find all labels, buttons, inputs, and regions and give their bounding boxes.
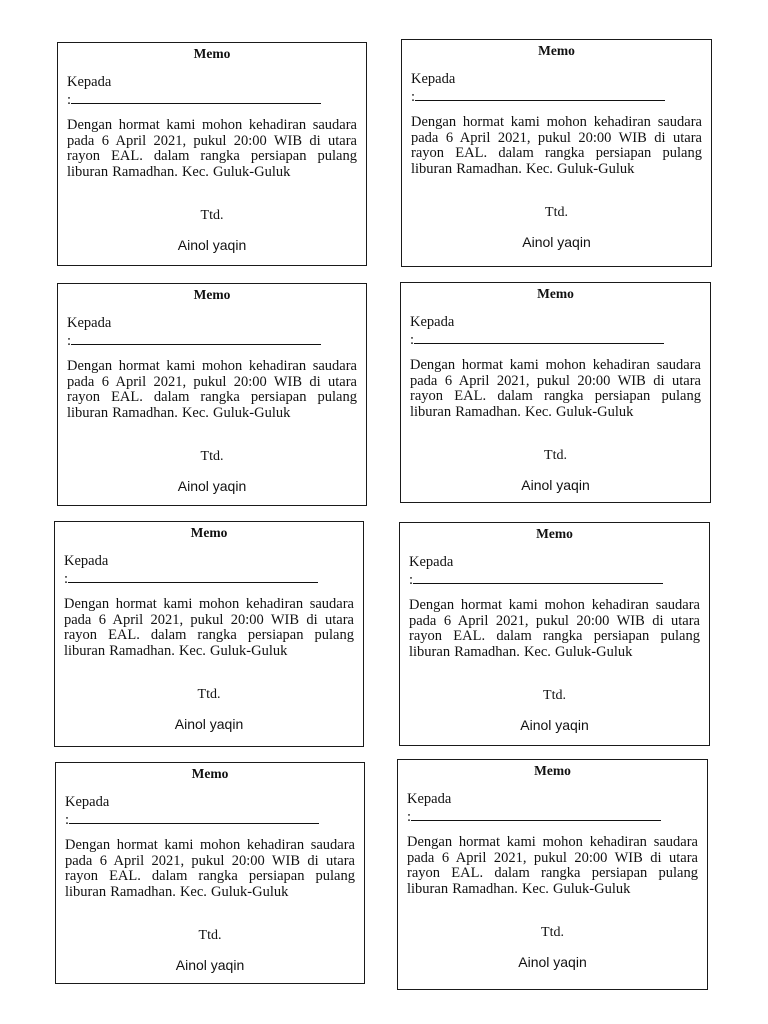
signer-name: Ainol yaqin — [175, 957, 245, 973]
signer-name: Ainol yaqin — [518, 954, 587, 970]
memo-body: Dengan hormat kami mohon kehadiran saudara pada 6 April 2021, pukul 20:00 WIB di utara rayon EAL. dalam rangka persiapan pulang liburan Ramadhan. Kec. Guluk-Guluk — [67, 117, 357, 180]
memo-body: Dengan hormat kami mohon kehadiran saudara pada 6 April 2021, pukul 20:00 WIB di utara rayon EAL. dalam rangka persiapan pulang liburan Ramadhan. Kec. Guluk-Guluk — [65, 837, 355, 900]
closing-text: Ttd. — [543, 688, 566, 703]
closing-text: Ttd. — [545, 205, 568, 220]
recipient-label: Kepada — [67, 315, 112, 331]
recipient-blank — [414, 331, 664, 344]
signer-name: Ainol yaqin — [521, 477, 590, 493]
recipient-blank — [68, 570, 318, 583]
signer-name: Ainol yaqin — [177, 237, 247, 253]
recipient-label: Kepada — [407, 791, 452, 807]
memo-card — [397, 759, 708, 990]
memo-body: Dengan hormat kami mohon kehadiran saudara pada 6 April 2021, pukul 20:00 WIB di utara rayon EAL. dalam rangka persiapan pulang liburan Ramadhan. Kec. Guluk-Guluk — [67, 358, 357, 421]
memo-card — [401, 39, 712, 267]
memo-title: Memo — [193, 46, 231, 61]
memo-card — [57, 283, 367, 506]
closing-text: Ttd. — [200, 449, 224, 464]
recipient-line — [407, 808, 661, 825]
closing-text: Ttd. — [200, 208, 224, 223]
memo-body: Dengan hormat kami mohon kehadiran saudara pada 6 April 2021, pukul 20:00 WIB di utara rayon EAL. dalam rangka persiapan pulang liburan Ramadhan. Kec. Guluk-Guluk — [64, 596, 354, 659]
recipient-label: Kepada — [411, 71, 456, 87]
recipient-prefix: : — [65, 812, 70, 828]
recipient-line — [409, 571, 663, 588]
memo-title: Memo — [538, 43, 575, 58]
memo-card — [55, 762, 365, 984]
recipient-prefix: : — [67, 92, 72, 108]
memo-card — [57, 42, 367, 266]
recipient-blank — [415, 88, 665, 101]
recipient-label: Kepada — [410, 314, 455, 330]
recipient-line — [65, 811, 319, 828]
memo-body: Dengan hormat kami mohon kehadiran saudara pada 6 April 2021, pukul 20:00 WIB di utara rayon EAL. dalam rangka persiapan pulang liburan Ramadhan. Kec. Guluk-Guluk — [410, 357, 701, 420]
closing-text: Ttd. — [197, 687, 221, 702]
recipient-label: Kepada — [67, 74, 112, 90]
memo-body: Dengan hormat kami mohon kehadiran saudara pada 6 April 2021, pukul 20:00 WIB di utara rayon EAL. dalam rangka persiapan pulang liburan Ramadhan. Kec. Guluk-Guluk — [411, 114, 702, 177]
recipient-line — [410, 331, 664, 348]
recipient-prefix: : — [409, 572, 414, 588]
recipient-line — [411, 88, 665, 105]
recipient-blank — [413, 571, 663, 584]
recipient-blank — [69, 811, 319, 824]
signer-name: Ainol yaqin — [177, 478, 247, 494]
recipient-label: Kepada — [409, 554, 454, 570]
recipient-prefix: : — [67, 333, 72, 349]
memo-body: Dengan hormat kami mohon kehadiran saudara pada 6 April 2021, pukul 20:00 WIB di utara rayon EAL. dalam rangka persiapan pulang liburan Ramadhan. Kec. Guluk-Guluk — [409, 597, 700, 660]
memo-title: Memo — [190, 525, 228, 540]
signer-name: Ainol yaqin — [520, 717, 589, 733]
recipient-line — [67, 332, 321, 349]
memo-card — [400, 282, 711, 503]
recipient-label: Kepada — [64, 553, 109, 569]
memo-title: Memo — [536, 526, 573, 541]
recipient-blank — [71, 332, 321, 345]
recipient-prefix: : — [411, 89, 416, 105]
memo-title: Memo — [191, 766, 229, 781]
recipient-line — [67, 91, 321, 108]
closing-text: Ttd. — [198, 928, 222, 943]
memo-body: Dengan hormat kami mohon kehadiran saudara pada 6 April 2021, pukul 20:00 WIB di utara rayon EAL. dalam rangka persiapan pulang liburan Ramadhan. Kec. Guluk-Guluk — [407, 834, 698, 897]
recipient-blank — [411, 808, 661, 821]
closing-text: Ttd. — [544, 448, 567, 463]
recipient-line — [64, 570, 318, 587]
recipient-label: Kepada — [65, 794, 110, 810]
signer-name: Ainol yaqin — [522, 234, 591, 250]
memo-card — [54, 521, 364, 747]
recipient-prefix: : — [410, 332, 415, 348]
recipient-prefix: : — [64, 571, 69, 587]
memo-title: Memo — [193, 287, 231, 302]
recipient-prefix: : — [407, 809, 412, 825]
signer-name: Ainol yaqin — [174, 716, 244, 732]
closing-text: Ttd. — [541, 925, 564, 940]
memo-title: Memo — [537, 286, 574, 301]
memo-title: Memo — [534, 763, 571, 778]
memo-card — [399, 522, 710, 746]
recipient-blank — [71, 91, 321, 104]
